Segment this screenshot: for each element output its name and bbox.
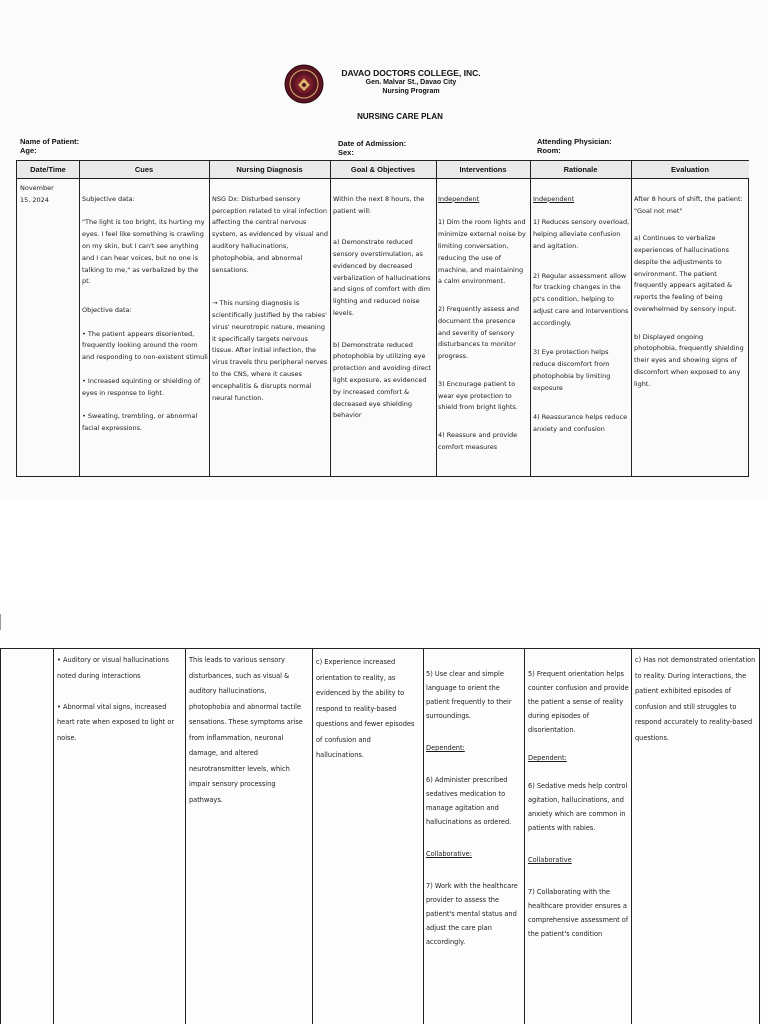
column-divider (423, 649, 424, 1024)
intervention-item: 3) Encourage patient to wear eye protection to shield from bright lights. (438, 379, 518, 412)
goals-cell (333, 182, 435, 476)
diagnosis-justification: → This nursing diagnosis is scientifically justified by the rabies' virus' neurotropic nature, meaning it specifically targets nervous tissue. After initial infection, the virus travels thru peripheral nerves to the CNS, where it causes encephalitis & disrupts normal neural function. (212, 299, 328, 402)
cues-cell-continued: • Auditory or visual hallucinations noted during interactions • Abnormal vital signs, increased heart rate when exposed to light or noise. (57, 656, 175, 742)
column-divider (631, 161, 632, 476)
rationale-item: 4) Reassurance helps reduce anxiety and confusion (533, 413, 628, 434)
subjective-label: Subjective data: (82, 194, 135, 203)
header-divider (17, 178, 748, 179)
objective-item: • Increased squinting or shielding of eyes in response to light. (82, 376, 201, 397)
goal-item: a) Demonstrate reduced sensory overstimulation, as evidenced by decreased verbalization of hallucinations and signs of comfort with dim lighting and reduced noise levels. (333, 238, 431, 317)
care-plan-page-2 (0, 600, 768, 1024)
patient-fields (20, 137, 79, 155)
sex-label: Sex: (338, 148, 354, 157)
col-header-date: Date/Time (17, 161, 79, 178)
rationale-item: 6) Sedative meds help control agitation, hallucinations, and anxiety which are common in patients with rabies. (528, 782, 628, 832)
college-address: Gen. Malvar St., Davao City (365, 79, 457, 86)
room-label: Room: (537, 146, 561, 155)
nursing-diagnosis: NSG Dx: Disturbed sensory perception related to viral infection affecting the central nervous system, as evidenced by visual and auditory hallucinations, photophobia, and abnormal sensations. (212, 194, 329, 274)
objective-item: • Sweating, trembling, or abnormal facial expressions. (82, 412, 198, 432)
cues-cell (82, 182, 208, 476)
rationale-item: 5) Frequent orientation helps counter confusion and provide the patient a sense of reality during episodes of disorientation. (528, 670, 629, 734)
evaluation-cell-continued: c) Has not demonstrated orientation to reality. During interactions, the patient exhibited episodes of confusion and still struggles to respond accurately to reality-based questions. (635, 656, 756, 742)
objective-item: • The patient appears disoriented, frequently looking around the room and responding to non-existent stimuli (82, 329, 208, 362)
rationale-collaborative-label: Collaborative (528, 856, 572, 864)
column-divider (185, 649, 186, 1024)
rationale-cell (533, 182, 630, 476)
column-divider (330, 161, 331, 476)
date-cell: November 15, 2024 (20, 184, 54, 204)
diagnosis-cell-continued: This leads to various sensory disturbances, such as visual & auditory hallucinations, photophobia and abnormal tactile sensations. These symptoms arise from inflammation, neuronal damage, and altered neurotransmitter levels, which impair sensory processing pathways. (189, 656, 303, 804)
rationale-item: 2) Regular assessment allow for tracking changes in the pt's condition, helping to adjust care and interventions accordingly. (533, 271, 629, 327)
admission-fields (338, 139, 406, 157)
care-plan-table-continued (0, 648, 760, 1024)
care-plan-table (16, 160, 749, 477)
column-divider (209, 161, 210, 476)
page-title: NURSING CARE PLAN (357, 112, 443, 121)
intervention-item: 1) Dim the room lights and minimize external noise by limiting conversation, reducing the use of machine, and maintaining a calm environment. (438, 218, 526, 286)
col-header-evaluation: Evaluation (631, 161, 749, 178)
col-header-goals: Goal & Objectives (330, 161, 436, 178)
goal-intro: Within the next 8 hours, the patient will: (333, 194, 425, 215)
rationale-item: 3) Eye protection helps reduce discomfort from photophobia by limiting exposure (533, 348, 611, 392)
interventions-dependent-label: Dependent: (426, 744, 465, 752)
rationale-item: 1) Reduces sensory overload, helping alleviate confusion and agitation. (533, 218, 630, 250)
evaluation-intro: After 8 hours of shift, the patient: "Goal not met" (634, 194, 743, 215)
rationale-dependent-label: Dependent: (528, 754, 567, 762)
evaluation-item: b) Displayed ongoing photophobia, frequently shielding their eyes and showing signs of discomfort when exposed to any light. (634, 332, 744, 388)
col-header-diagnosis: Nursing Diagnosis (209, 161, 330, 178)
rationale-independent-label: Independent (533, 194, 575, 203)
column-divider (524, 649, 525, 1024)
interventions-cell-continued (426, 653, 522, 963)
age-label: Age: (20, 146, 37, 155)
evaluation-item: a) Continues to verbalize experiences of hallucinations despite the adjustments to environment. The patient frequently appears agitated & reports the feeling of being overwhelmed by sensory input. (634, 234, 737, 313)
interventions-collaborative-label: Collaborative: (426, 850, 472, 858)
page-edge-mark (0, 614, 5, 630)
rationale-cell-continued (528, 653, 629, 955)
objective-label: Objective data: (82, 305, 132, 314)
column-divider (53, 649, 54, 1024)
intervention-item: 2) Frequently assess and document the presence and severity of sensory disturbances to monitor progress. (438, 304, 519, 361)
college-name: DAVAO DOCTORS COLLEGE, INC. (341, 68, 481, 78)
evaluation-cell (634, 182, 748, 476)
col-header-rationale: Rationale (530, 161, 631, 178)
col-header-cues: Cues (79, 161, 209, 178)
college-header (336, 69, 486, 96)
admission-date-label: Date of Admission: (338, 139, 407, 148)
column-divider (312, 649, 313, 1024)
intervention-item: 6) Administer prescribed sedatives medication to manage agitation and hallucinations as ordered. (426, 776, 512, 826)
col-header-interventions: Interventions (436, 161, 530, 178)
goals-cell-continued: c) Experience increased orientation to reality, as evidenced by the ability to respond to reality-based questions and fewer episodes of confusion and hallucinations. (316, 658, 415, 759)
column-divider (631, 649, 632, 1024)
diagnosis-cell (212, 182, 329, 476)
subjective-text: "The light is too bright, its hurting my eyes. I feel like something is crawling on my skin, but I can't see anything and I can hear voices, but no one is talking to me," as verbalized by the pt. (82, 218, 205, 286)
rationale-item: 7) Collaborating with the healthcare provider ensures a comprehensive assessment of the patient's condition (528, 888, 629, 938)
intervention-item: 7) Work with the healthcare provider to assess the patient's mental status and adjust the care plan accordingly. (426, 882, 518, 946)
patient-name-label: Name of Patient: (20, 137, 80, 146)
physician-label: Attending Physician: (537, 137, 612, 146)
column-divider (530, 161, 531, 476)
intervention-item: 5) Use clear and simple language to orient the patient frequently to their surroundings. (426, 670, 512, 720)
care-plan-page-1 (0, 0, 768, 500)
intervention-item: 4) Reassure and provide comfort measures (438, 430, 518, 451)
goal-item: b) Demonstrate reduced photophobia by utilizing eye protection and avoiding direct light exposure, as evidenced by increased comfort & decreased eye shielding behavior (333, 340, 432, 420)
physician-fields (537, 137, 612, 155)
column-divider (79, 161, 80, 476)
interventions-independent-label: Independent (438, 194, 480, 203)
program-name: Nursing Program (382, 88, 440, 95)
column-divider (436, 161, 437, 476)
interventions-cell (438, 182, 529, 476)
college-seal-logo (284, 64, 324, 104)
